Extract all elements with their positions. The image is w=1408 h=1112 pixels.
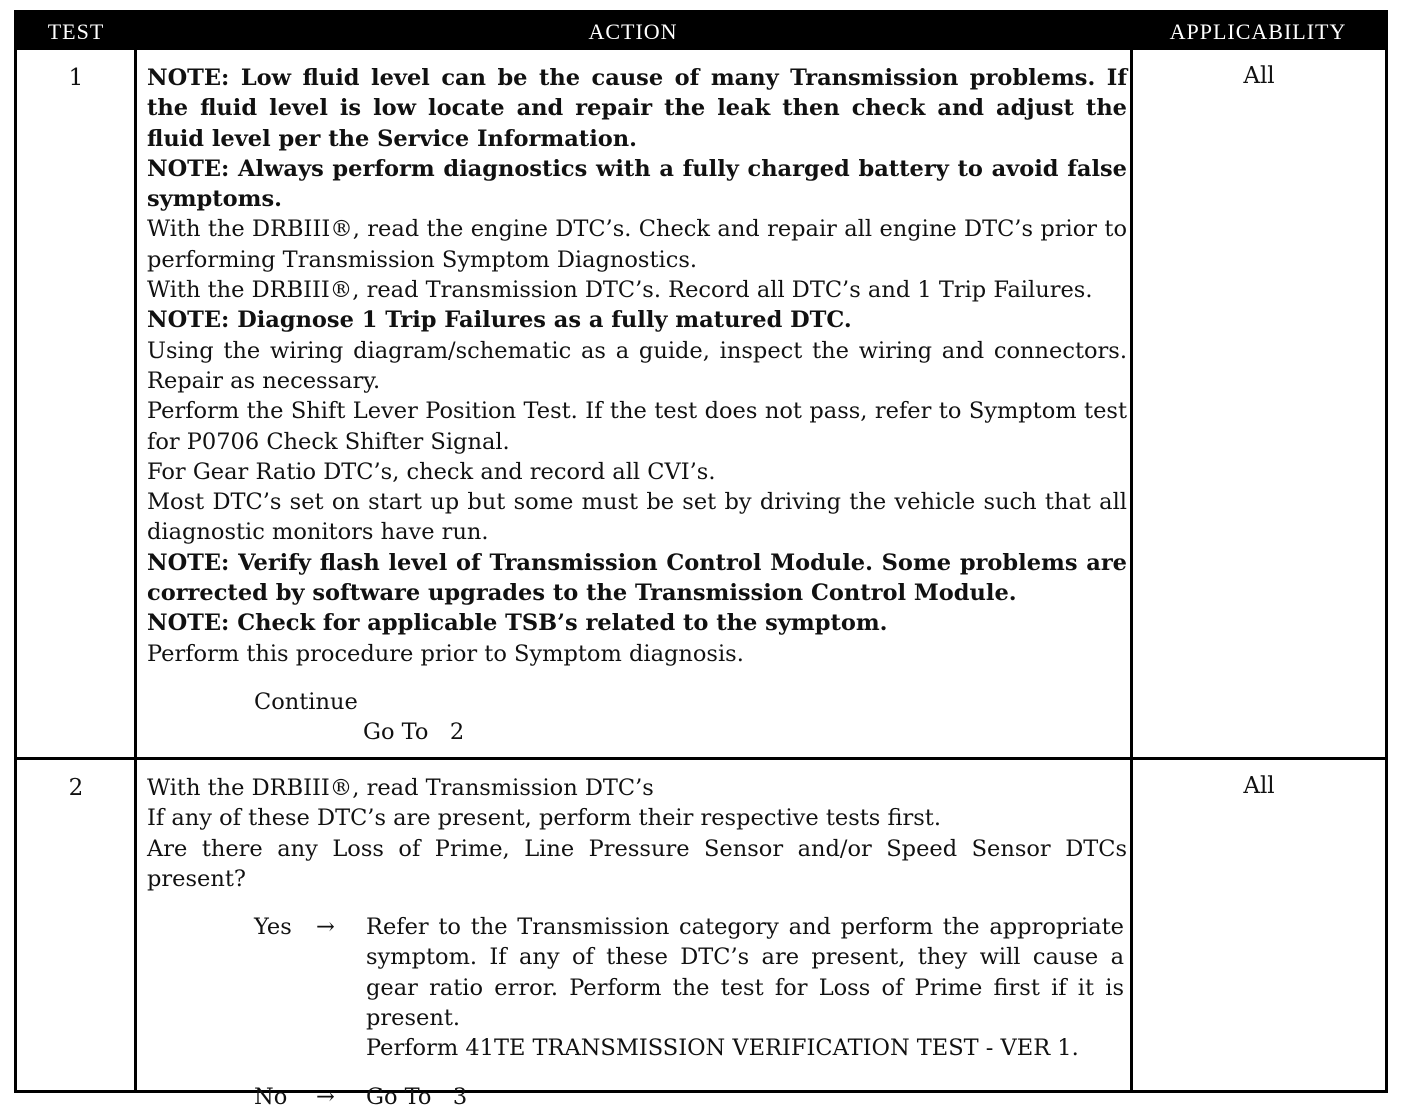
test-number-1: 1	[68, 65, 84, 91]
column-divider	[134, 50, 137, 1093]
diagnostic-table	[14, 10, 1388, 1110]
row-divider	[17, 757, 1385, 760]
action-paragraph: Perform this procedure prior to Symptom diagnosis.	[147, 640, 744, 667]
header-action: ACTION	[588, 18, 678, 44]
yes-verification[interactable]: Perform 41TE TRANSMISSION VERIFICATION TEST - VER 1.	[366, 1035, 1079, 1062]
action-paragraph: Most DTC’s set on start up but some must be set by driving the vehicle such that all diagnostic monitors have run.	[147, 489, 1127, 546]
no-branch	[147, 1082, 1127, 1112]
arrow-right-icon: →	[316, 914, 335, 941]
action-paragraph: NOTE: Low fluid level can be the cause of many Transmission problems. If the fluid level is low locate and repair the leak then check and adjust the fluid level per the Service Information.	[147, 65, 1127, 152]
applicability-1: All	[1243, 63, 1275, 89]
yes-branch	[147, 912, 1127, 1063]
header-applicability: APPLICABILITY	[1169, 18, 1347, 44]
continue-label: Continue	[254, 688, 358, 715]
action-paragraph: With the DRBIII®, read Transmission DTC’s. Record all DTC’s and 1 Trip Failures.	[147, 277, 1093, 304]
header-test: TEST	[47, 18, 105, 44]
arrow-right-icon: →	[316, 1083, 335, 1110]
yes-text: Refer to the Transmission category and perform the appropriate symptom. If any of these DTC’s are present, they will cause a gear ratio error. Perform the test for Loss of Prime first if it is present.	[366, 914, 1124, 1032]
action-paragraph: NOTE: Verify flash level of Transmission Control Module. Some problems are corrected by software upgrades to the Transmission Control Module.	[147, 549, 1127, 607]
action-paragraph: If any of these DTC’s are present, perform their respective tests first.	[147, 805, 941, 832]
no-goto-link[interactable]: Go To 3	[366, 1083, 468, 1110]
goto-link[interactable]: Go To 2	[363, 719, 465, 746]
action-paragraph: NOTE: Check for applicable TSB’s related to the symptom.	[147, 610, 888, 637]
action-paragraph: NOTE: Always perform diagnostics with a fully charged battery to avoid false symptoms.	[147, 155, 1127, 213]
action-paragraph: With the DRBIII®, read the engine DTC’s. Check and repair all engine DTC’s prior to performing Transmission Symptom Diagnostics.	[147, 216, 1127, 273]
no-label: No	[254, 1083, 288, 1110]
column-divider	[1130, 50, 1133, 1093]
action-cell-2	[147, 773, 1127, 1112]
action-paragraph: With the DRBIII®, read Transmission DTC’s	[147, 775, 654, 801]
test-number-2: 2	[68, 775, 84, 801]
yes-result	[366, 912, 1124, 1063]
yes-label: Yes	[254, 914, 292, 941]
action-paragraph: Perform the Shift Lever Position Test. If the test does not pass, refer to Symptom test for P0706 Check Shifter Signal.	[147, 398, 1127, 455]
action-paragraph: Using the wiring diagram/schematic as a guide, inspect the wiring and connectors. Repair as necessary.	[147, 337, 1127, 394]
action-paragraph: For Gear Ratio DTC’s, check and record all CVI’s.	[147, 458, 716, 485]
action-paragraph: Are there any Loss of Prime, Line Pressure Sensor and/or Speed Sensor DTCs present?	[147, 835, 1127, 892]
applicability-2: All	[1243, 773, 1275, 799]
action-paragraph: NOTE: Diagnose 1 Trip Failures as a fully matured DTC.	[147, 307, 852, 334]
action-cell-1	[147, 63, 1127, 748]
table-header	[17, 13, 1385, 50]
